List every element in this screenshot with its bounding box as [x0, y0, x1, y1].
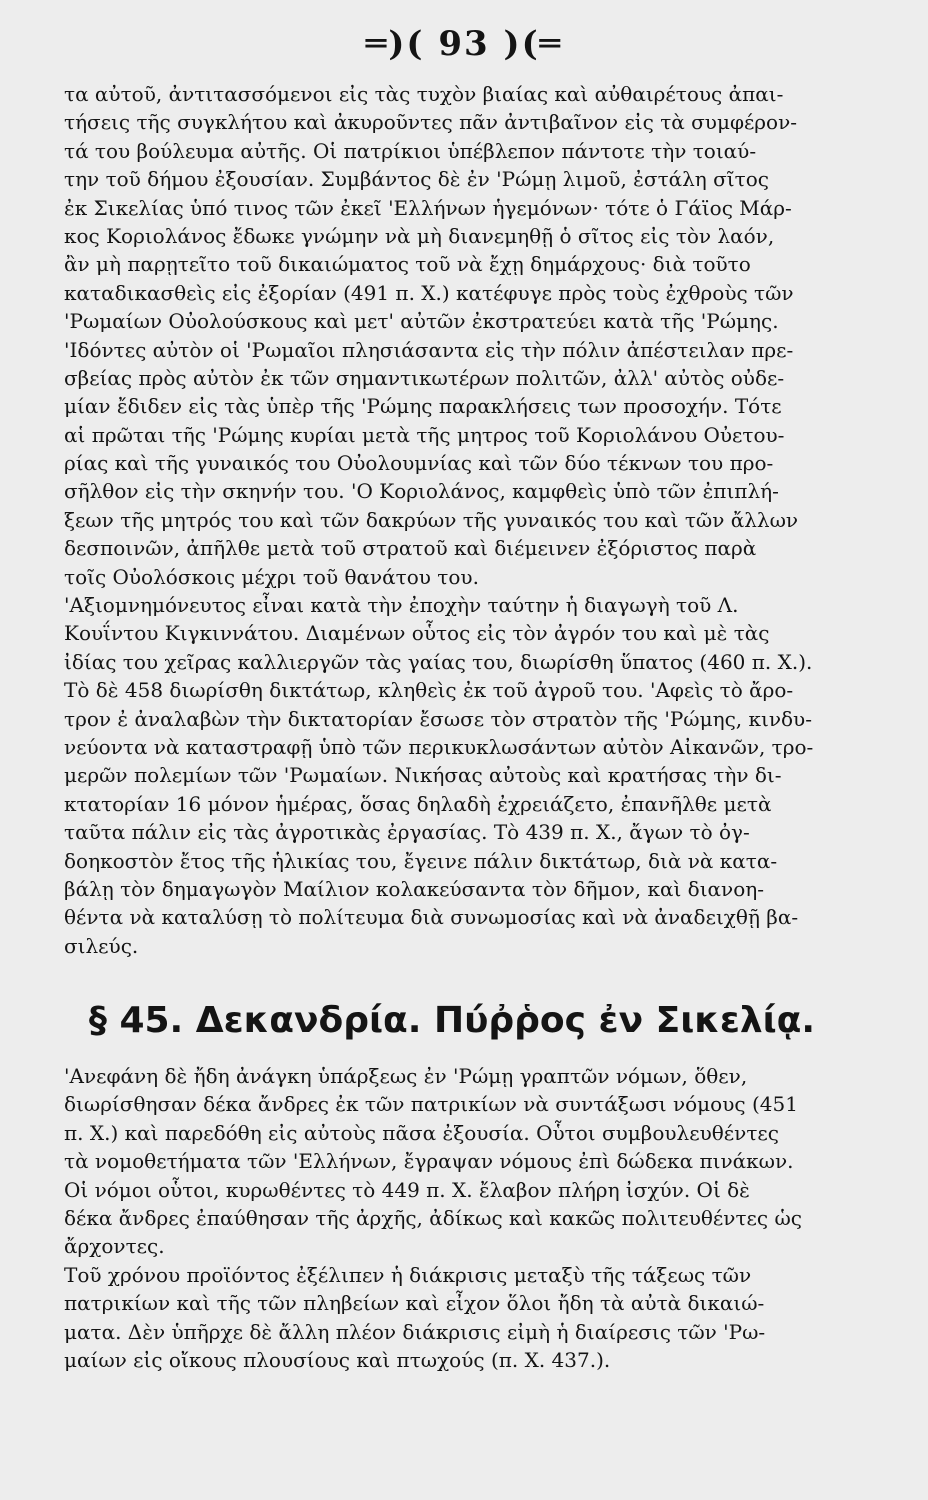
text-line: 'Ιδόντες αὐτὸν οἱ 'Ρωμαῖοι πλησιάσαντα εἰς τὴν πόλιν ἀπέστειλαν πρε-	[64, 337, 794, 362]
text-line: ταῦτα πάλιν εἰς τὰς ἀγροτικὰς ἐργασίας. Τὸ 439 π. Χ., ἄγων τὸ ὀγ-	[64, 820, 750, 845]
text-line: σιλεύς.	[64, 933, 139, 958]
text-line: ρίας καὶ τῆς γυναικός του Οὐολουμνίας καὶ τῶν δύο τέκνων του προ-	[64, 451, 774, 476]
section-heading: § 45. Δεκανδρία. Πύῤῥος ἐν Σικελίᾳ.	[88, 1000, 816, 1041]
text-line: διωρίσθησαν δέκα ἄνδρες ἐκ τῶν πατρικίων νὰ συντάξωσι νόμους (451	[64, 1092, 798, 1117]
text-line: μίαν ἔδιδεν εἰς τὰς ὑπὲρ τῆς 'Ρώμης παρακλήσεις των προσοχήν. Τότε	[64, 394, 782, 419]
text-line: τα αὐτοῦ, ἀντιτασσόμενοι εἰς τὰς τυχὸν βιαίας καὶ αὐθαιρέτους ἀπαι-	[64, 82, 784, 106]
text-line: τήσεις τῆς συγκλήτου καὶ ἀκυροῦντες πᾶν ἀντιβαῖνον εἰς τὰ συμφέρον-	[64, 110, 798, 135]
text-line: σῆλθον εἰς τὴν σκηνήν του. 'Ο Κοριολάνος, καμφθεὶς ὑπὸ τῶν ἐπιπλή-	[64, 479, 779, 504]
text-line: τὰ νομοθετήματα τῶν 'Ελλήνων, ἔγραψαν νόμους ἐπὶ δώδεκα πινάκων.	[64, 1149, 794, 1174]
text-line: τά του βούλευμα αὐτῆς. Οἱ πατρίκιοι ὑπέβλεπον πάντοτε τὴν τοιαύ-	[64, 138, 757, 163]
text-line: Οἱ νόμοι οὗτοι, κυρωθέντες τὸ 449 π. Χ. ἔλαβον πλήρη ἰσχύν. Οἱ δὲ	[64, 1177, 750, 1202]
text-line: μερῶν πολεμίων τῶν 'Ρωμαίων. Νικήσας αὐτοὺς καὶ κρατήσας τὴν δι-	[64, 763, 782, 788]
text-line: 'Αξιομνημόνευτος εἶναι κατὰ τὴν ἐποχὴν ταύτην ἡ διαγωγὴ τοῦ Λ.	[64, 593, 739, 618]
text-line: βάλῃ τὸν δημαγωγὸν Μαίλιον κολακεύσαντα τὸν δῆμον, καὶ διανοη-	[64, 876, 764, 901]
text-line: δέκα ἄνδρες ἐπαύθησαν τῆς ἀρχῆς, ἀδίκως καὶ κακῶς πολιτευθέντες ὡς	[64, 1205, 802, 1230]
text-line: πατρικίων καὶ τῆς τῶν πληβείων καὶ εἶχον ὅλοι ἤδη τὰ αὐτὰ δικαιώ-	[64, 1291, 765, 1316]
text-line	[64, 960, 840, 988]
text-line: Τοῦ χρόνου προϊόντος ἐξέλιπεν ἡ διάκρισις μεταξὺ τῆς τάξεως τῶν	[64, 1262, 752, 1287]
text-line: ξεων τῆς μητρός του καὶ τῶν δακρύων τῆς γυναικός του καὶ τῶν ἄλλων	[64, 507, 799, 532]
text-line: τρον ἐ ἀναλαβὼν τὴν δικτατορίαν ἔσωσε τὸν στρατὸν τῆς 'Ρώμης, κινδυ-	[64, 706, 812, 731]
text-line: π. Χ.) καὶ παρεδόθη εἰς αὐτοὺς πᾶσα ἐξουσία. Οὗτοι συμβουλευθέντες	[64, 1120, 779, 1145]
text-line: την τοῦ δήμου ἐξουσίαν. Συμβάντος δὲ ἐν 'Ρώμῃ λιμοῦ, ἐστάλη σῖτος	[64, 167, 769, 192]
text-line: Κουΐντου Κιγκιννάτου. Διαμένων οὗτος εἰς τὸν ἀγρόν του καὶ μὲ τὰς	[64, 621, 770, 646]
text-line: τοῖς Οὐολόσκοις μέχρι τοῦ θανάτου του.	[64, 564, 479, 589]
text-line: 'Ρωμαίων Οὐολούσκους καὶ μετ' αὐτῶν ἐκστρατεύει κατὰ τῆς 'Ρώμης.	[64, 309, 779, 334]
text-line: καταδικασθεὶς εἰς ἐξορίαν (491 π. Χ.) κατέφυγε πρὸς τοὺς ἐχθροὺς τῶν	[64, 280, 794, 305]
text-line: ἰδίας του χεῖρας καλλιεργῶν τὰς γαίας του, διωρίσθη ὕπατος (460 π. Χ.).	[64, 649, 813, 674]
text-line: δοηκοστὸν ἔτος τῆς ἡλικίας του, ἔγεινε πάλιν δικτάτωρ, διὰ νὰ κατα-	[64, 848, 778, 873]
text-line: ἐκ Σικελίας ὑπό τινος τῶν ἐκεῖ 'Ελλήνων ἡγεμόνων· τότε ὁ Γάϊος Μάρ-	[64, 195, 792, 220]
text-line: δεσποινῶν, ἀπῆλθε μετὰ τοῦ στρατοῦ καὶ διέμεινεν ἐξόριστος παρὰ	[64, 536, 757, 561]
text-line: ἂν μὴ παρῃτεῖτο τοῦ δικαιώματος τοῦ νὰ ἔχῃ δημάρχους· διὰ τοῦτο	[64, 252, 751, 277]
text-line: Τὸ δὲ 458 διωρίσθη δικτάτωρ, κληθεὶς ἐκ τοῦ ἀγροῦ του. 'Αφεὶς τὸ ἄρο-	[64, 678, 794, 703]
text-line: ἄρχοντες.	[64, 1234, 165, 1259]
text-line: κος Κοριολάνος ἔδωκε γνώμην νὰ μὴ διανεμηθῇ ὁ σῖτος εἰς τὸν λαόν,	[64, 223, 775, 248]
text-line: κτατορίαν 16 μόνον ἡμέρας, ὅσας δηλαδὴ ἐχρειάζετο, ἐπανῆλθε μετὰ	[64, 791, 772, 816]
text-line: 'Ανεφάνη δὲ ἤδη ἀνάγκη ὑπάρξεως ἐν 'Ρώμῃ γραπτῶν νόμων, ὅθεν,	[64, 1064, 748, 1088]
page-number-header: ═)( 93 )(═	[365, 24, 563, 64]
text-line: θέντα νὰ καταλύσῃ τὸ πολίτευμα διὰ συνωμοσίας καὶ νὰ ἀναδειχθῇ βα-	[64, 905, 799, 930]
text-line: σβείας πρὸς αὐτὸν ἐκ τῶν σημαντικωτέρων πολιτῶν, ἀλλ' αὐτὸς οὐδε-	[64, 365, 785, 390]
main-text-after-heading	[64, 1062, 840, 1374]
text-line: μαίων εἰς οἴκους πλουσίους καὶ πτωχούς (π. Χ. 437.).	[64, 1347, 611, 1372]
text-line: αἱ πρῶται τῆς 'Ρώμης κυρίαι μετὰ τῆς μητρος τοῦ Κοριολάνου Οὐετου-	[64, 422, 785, 447]
text-line: ματα. Δὲν ὑπῆρχε δὲ ἄλλη πλέον διάκρισις εἰμὴ ἡ διαίρεσις τῶν 'Ρω-	[64, 1319, 766, 1344]
main-text-before-heading	[64, 80, 840, 989]
text-line: νεύοντα νὰ καταστραφῇ ὑπὸ τῶν περικυκλωσάντων αὐτὸν Αἰκανῶν, τρο-	[64, 734, 814, 759]
